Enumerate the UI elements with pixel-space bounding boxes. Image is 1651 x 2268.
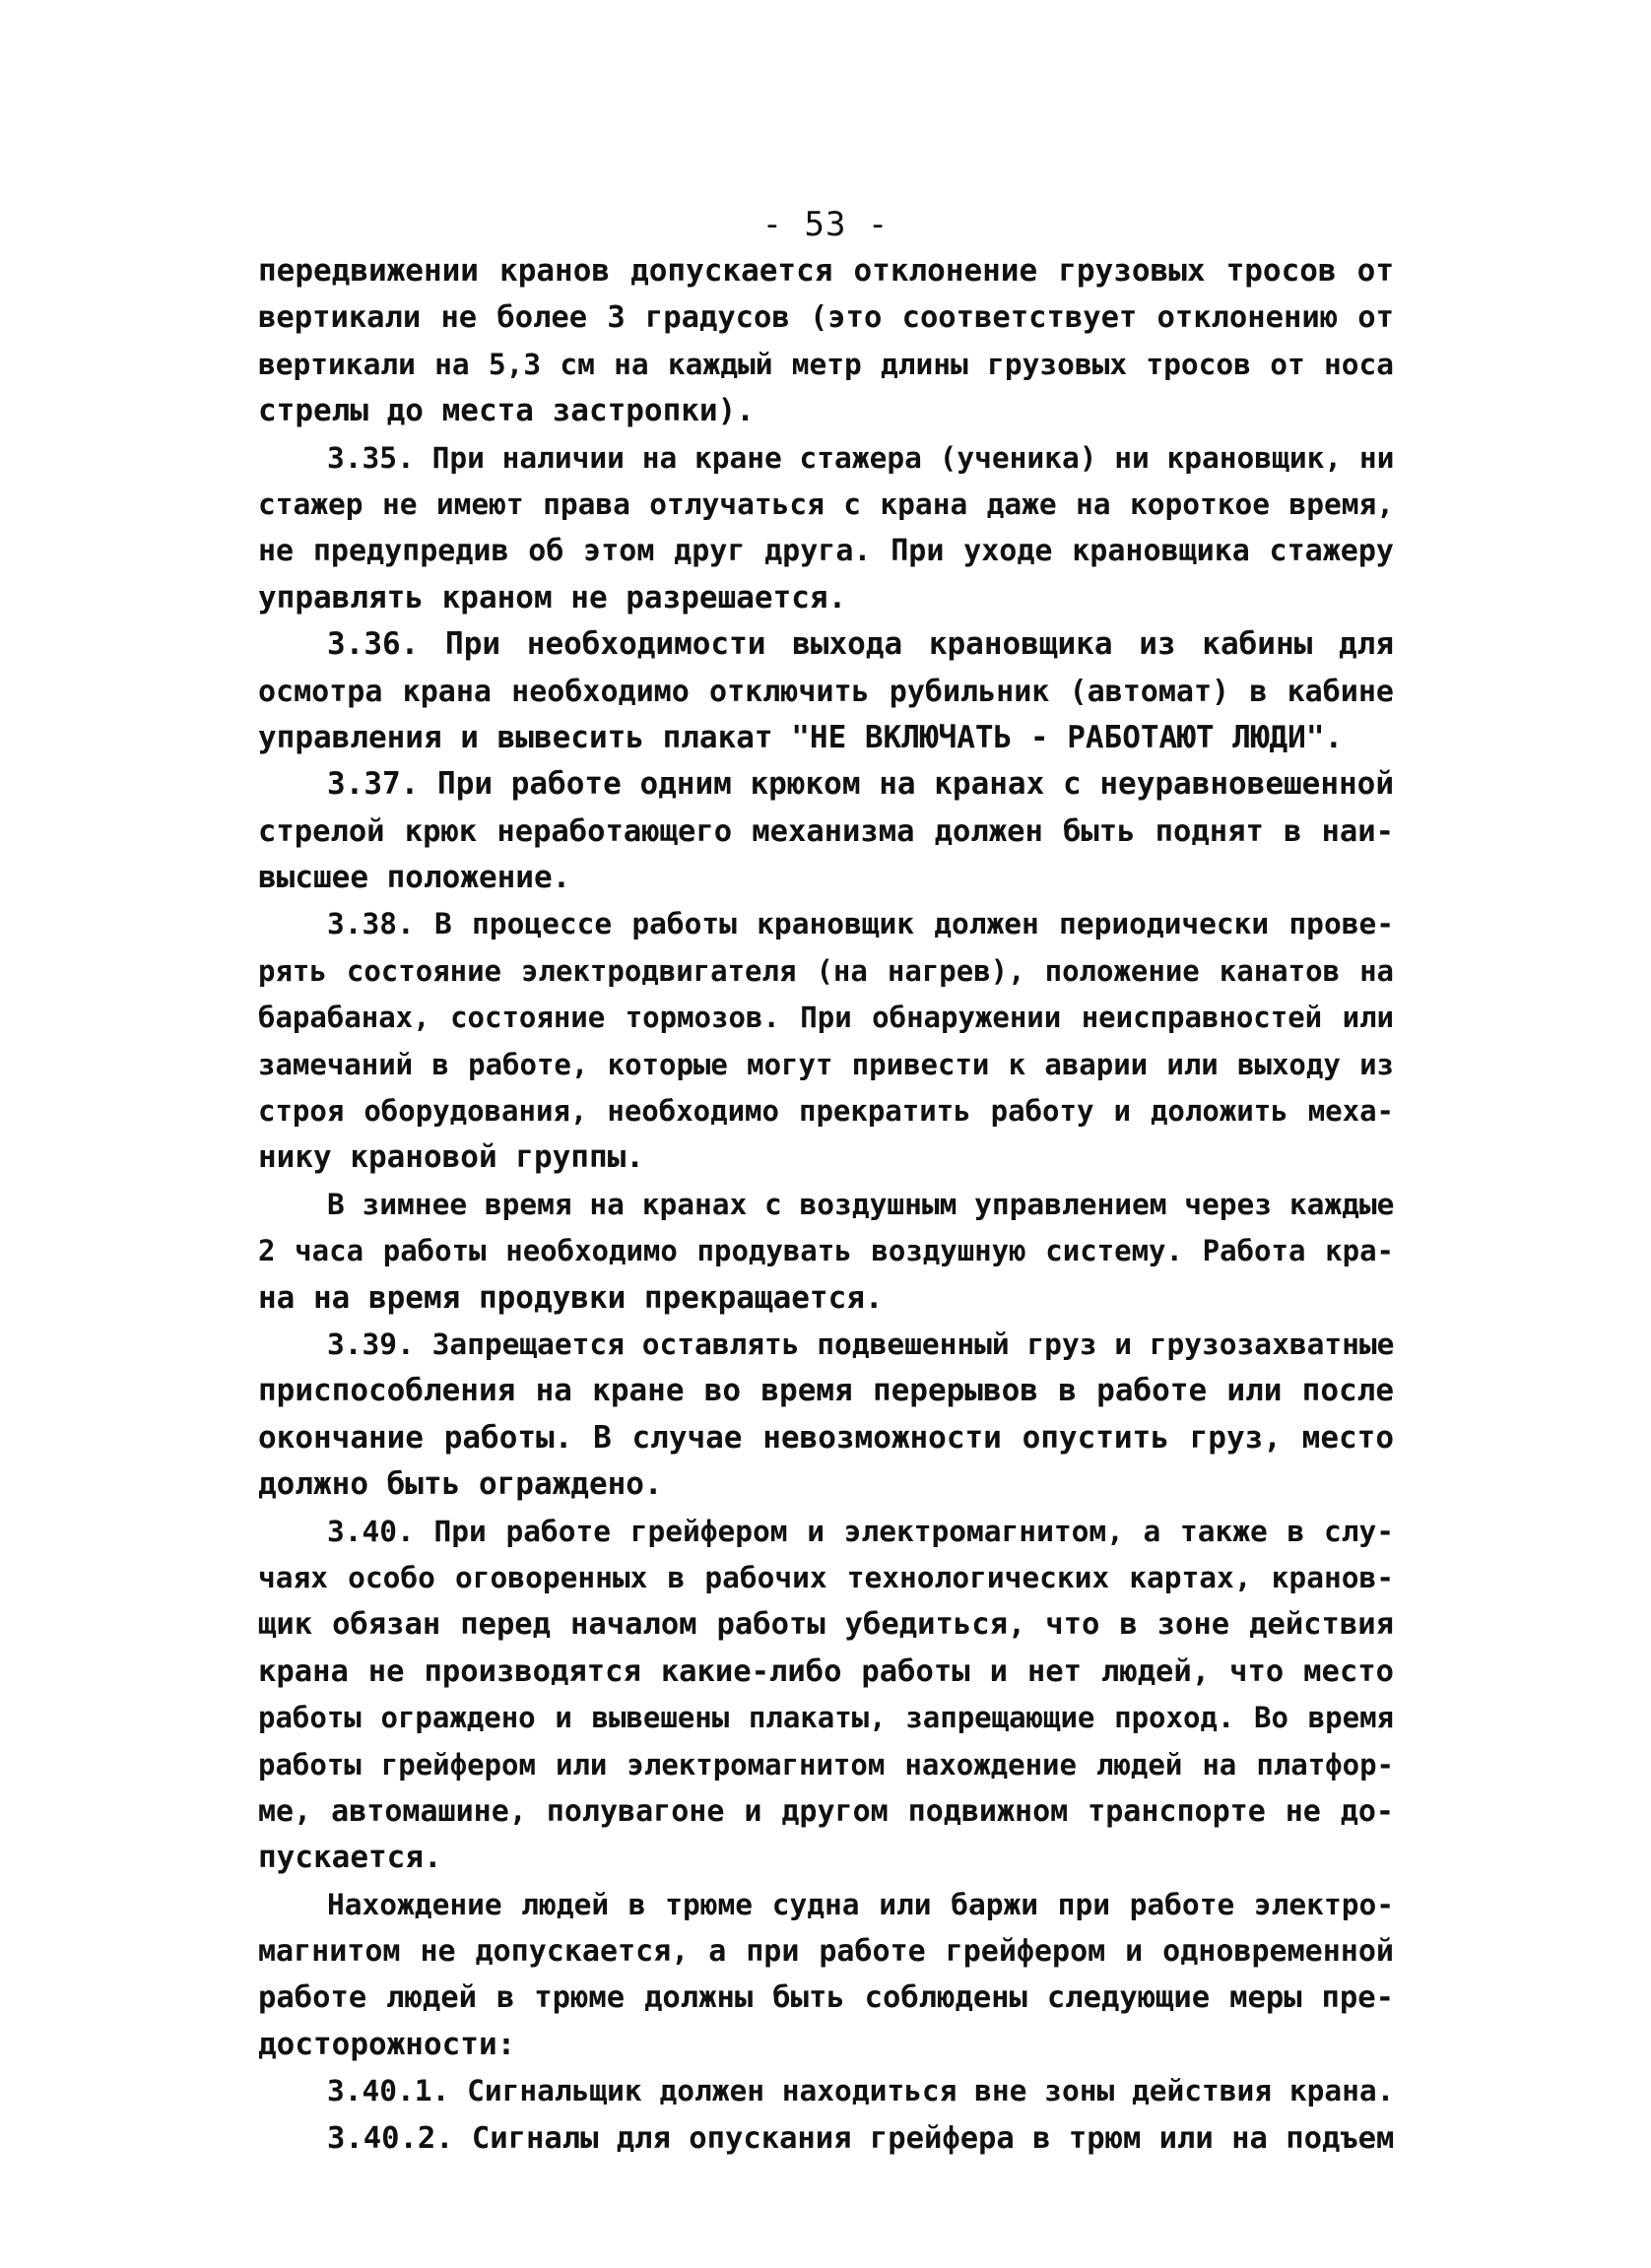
page-number: - 53 - [761,205,890,244]
text-line: на на время продувки прекращается. [258,1279,884,1316]
text-line: стрелы до места застропки). [258,393,755,429]
text-line: барабанах, состояние тормозов. При обнаружении неисправностей или [258,1001,1394,1035]
text-line: Нахождение людей в трюме судна или баржи при работе электро- [327,1887,1394,1921]
text-line: работы ограждено и вывешены плакаты, запрещающие проход. Во время [258,1701,1394,1735]
text-line: окончание работы. В случае невозможности опустить груз, место [258,1419,1394,1456]
text-line: магнитом не допускается, а при работе грейфером и одновременной [258,1934,1394,1970]
text-line: чаях особо оговоренных в рабочих технологических картах, кранов- [258,1560,1394,1594]
text-line: рять состояние электродвигателя (на нагрев), положение канатов на [258,953,1394,988]
text-line: должно быть ограждено. [258,1466,663,1503]
text-line: стрелой крюк неработающего механизма должен быть поднят в наи- [258,813,1394,849]
text-line: 3.39. Запрещается оставлять подвешенный груз и грузозахватные [327,1327,1394,1361]
text-line: приспособления на кране во время перерывов в работе или после [258,1373,1394,1409]
text-line: 3.40.2. Сигналы для опускания грейфера в трюм или на подъем [327,2120,1394,2156]
text-line: пускается. [258,1840,442,1876]
text-line: ме, автомашине, полувагоне и другом подвижном транспорте не до- [258,1793,1394,1829]
text-line: 3.37. При работе одним крюком на кранах с неуравновешенной [327,766,1394,803]
text-line: 2 часа работы необходимо продувать воздушную систему. Работа кра- [258,1234,1394,1268]
text-line: управлять краном не разрешается. [258,579,847,616]
text-line: вертикали на 5,3 см на каждый метр длины грузовых тросов от носа [258,347,1394,381]
text-line: работы грейфером или электромагнитом нахождение людей на платфор- [258,1747,1394,1782]
text-line: управления и вывесить плакат "НЕ ВКЛЮЧАТЬ - РАБОТАЮТ ЛЮДИ". [258,719,1344,755]
text-line: 3.36. При необходимости выхода крановщика из кабины для [327,626,1394,663]
text-line: 3.40.1. Сигнальщик должен находиться вне зоны действия крана. [327,2074,1394,2108]
document-body [258,248,1394,2162]
text-line: не предупредив об этом друг друга. При уходе крановщика стажеру [258,534,1394,569]
text-line: В зимнее время на кранах с воздушным управлением через каждые [327,1187,1394,1221]
text-line: 3.38. В процессе работы крановщик должен периодически прове- [327,907,1394,941]
text-line: работе людей в трюме должны быть соблюдены следующие меры пре- [258,1980,1394,2016]
text-line: 3.40. При работе грейфером и электромагнитом, а также в слу- [327,1514,1394,1548]
text-line: высшее положение. [258,860,571,896]
text-line: крана не производятся какие-либо работы и нет людей, что место [258,1653,1394,1689]
text-line: осмотра крана необходимо отключить рубильник (автомат) в кабине [258,674,1394,709]
text-line: 3.35. При наличии на кране стажера (ученика) ни крановщик, ни [327,440,1394,475]
text-line: замечаний в работе, которые могут привести к аварии или выходу из [258,1047,1394,1081]
text-line: строя оборудования, необходимо прекратить работу и доложить меха- [258,1094,1394,1129]
text-line: нику крановой группы. [258,1139,644,1176]
text-line: передвижении кранов допускается отклонение грузовых тросов от [258,253,1394,289]
text-line: щик обязан перед началом работы убедиться, что в зоне действия [258,1607,1394,1643]
text-line: вертикали не более 3 градусов (это соответствует отклонению от [258,300,1394,336]
text-line: стажер не имеют права отлучаться с крана даже на короткое время, [258,486,1394,521]
text-line: досторожности: [258,2026,516,2062]
